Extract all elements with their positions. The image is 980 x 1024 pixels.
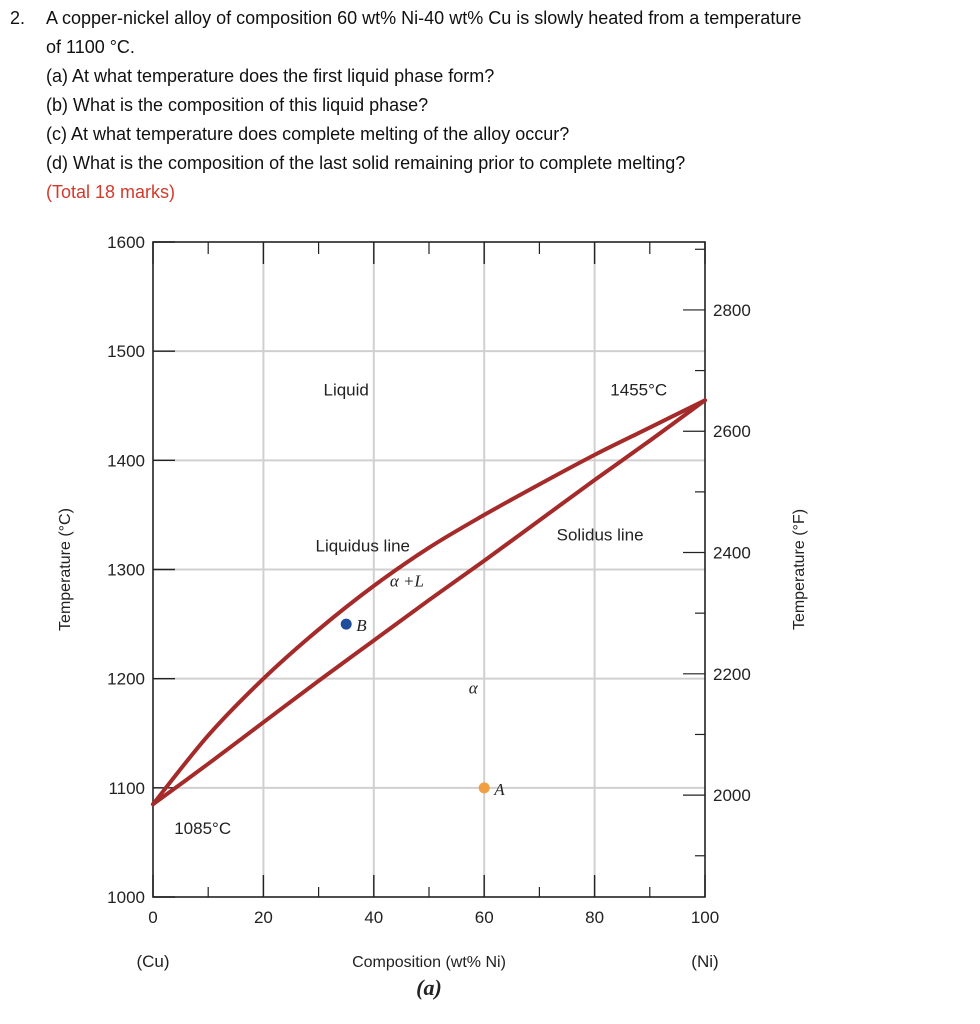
question-part-c: (c) At what temperature does complete melting of the alloy occur? [46, 124, 570, 144]
x-end-label-cu: (Cu) [136, 952, 170, 971]
point-A [479, 782, 490, 793]
labels [57, 233, 808, 1000]
question-line-2: of 1100 °C. [46, 37, 135, 57]
x-tick-label-20: 20 [253, 908, 273, 927]
x-end-label-ni: (Ni) [691, 952, 719, 971]
annotation-6: 1085°C [174, 819, 232, 839]
y-tick-label-1100: 1100 [108, 778, 145, 798]
question-line-1: A copper-nickel alloy of composition 60 wt% Ni-40 wt% Cu is slowly heated from a temperature [46, 8, 802, 28]
y-tick-label-1400: 1400 [107, 451, 145, 471]
y-tick-label-1000: 1000 [107, 888, 145, 907]
x-tick-label-40: 40 [364, 908, 384, 927]
question-part-b: (b) What is the composition of this liquid phase? [46, 95, 429, 115]
annotation-1: 1455°C [610, 380, 668, 400]
y-tick-label-1200: 1200 [107, 669, 145, 689]
y2-tick-label-2200: 2200 [713, 664, 751, 684]
y2-axis-title: Temperature (°F) [791, 508, 808, 631]
x-tick-label-0: 0 [148, 908, 158, 927]
y2-tick-label-2400: 2400 [713, 543, 751, 563]
point-label-A: A [494, 779, 505, 799]
question-part-d: (d) What is the composition of the last solid remaining prior to complete melting? [46, 153, 686, 173]
x-tick-label-100: 100 [690, 908, 720, 927]
y2-tick-label-2600: 2600 [713, 422, 751, 442]
question-part-a: (a) At what temperature does the first liquid phase form? [46, 66, 495, 86]
y-tick-label-1500: 1500 [107, 342, 145, 362]
y-tick-label-1600: 1600 [107, 233, 145, 252]
y-axis-title: Temperature (°C) [57, 508, 74, 631]
figure-caption: (a) [416, 975, 442, 1000]
x-tick-label-60: 60 [474, 908, 494, 927]
annotation-5: α [468, 678, 478, 698]
annotation-2: Liquidus line [315, 536, 411, 556]
annotation-0: Liquid [323, 380, 369, 400]
x-tick-label-80: 80 [585, 908, 605, 927]
points [341, 619, 490, 794]
grid [153, 242, 705, 897]
annotation-3: Solidus line [556, 525, 644, 545]
y2-tick-label-2000: 2000 [713, 786, 751, 806]
total-marks: (Total 18 marks) [46, 182, 176, 202]
point-B [341, 619, 352, 630]
y-tick-label-1300: 1300 [107, 560, 145, 580]
x-axis-title: Composition (wt% Ni) [352, 954, 506, 971]
point-label-B: B [356, 616, 367, 636]
question-number: 2. [10, 8, 26, 28]
y2-tick-label-2800: 2800 [713, 300, 751, 320]
annotation-4: α +L [389, 571, 424, 591]
